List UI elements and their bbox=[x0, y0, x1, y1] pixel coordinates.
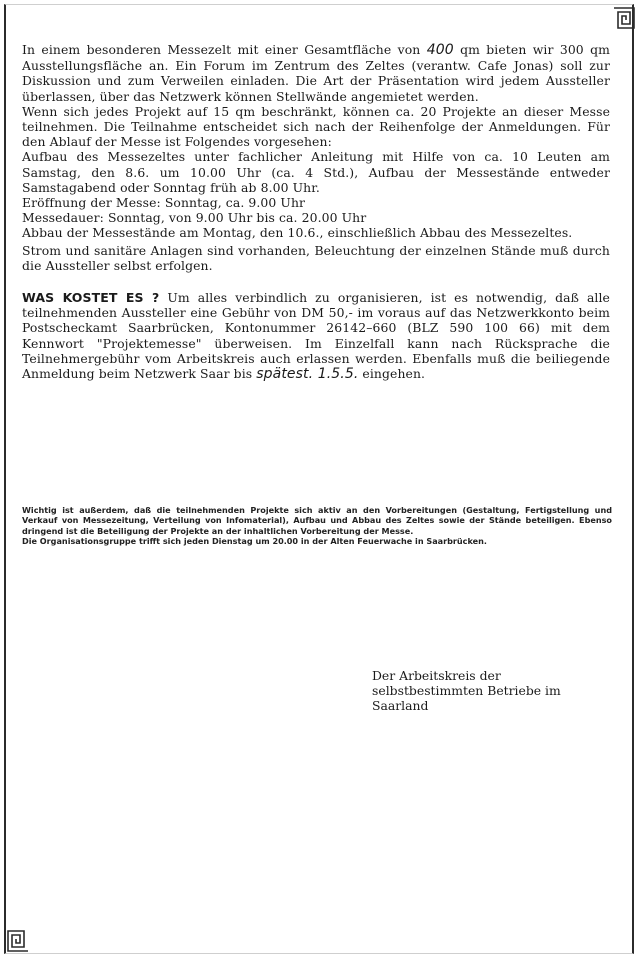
paragraph-opening: Eröffnung der Messe: Sonntag, ca. 9.00 Uhr bbox=[22, 195, 306, 211]
greek-key-ornament-icon bbox=[6, 929, 30, 953]
costs-heading: WAS KOSTET ES ? bbox=[22, 290, 160, 306]
spacer bbox=[22, 273, 610, 290]
handwritten-deadline: spätest. 1.5.5. bbox=[256, 366, 359, 383]
paragraph-participation: Wenn sich jedes Projekt auf 15 qm beschränkt, können ca. 20 Projekte an dieser Messe teilnehmen. Die Teilnahme entscheidet sich nach der Reihenfolge der Anmeldungen. Für den Ablauf der Messe ist Folgendes vorgesehen: bbox=[22, 103, 610, 150]
signature-block bbox=[372, 668, 612, 714]
greek-key-ornament-icon bbox=[612, 6, 636, 30]
paragraph-text: eingehen. bbox=[358, 366, 426, 382]
signature-line: Saarland bbox=[372, 698, 429, 714]
note-meeting: Die Organisationsgruppe trifft sich jeden Dienstag um 20.00 in der Alten Feuerwache in Saarbrücken. bbox=[22, 536, 487, 547]
signature-line: selbstbestimmten Betriebe im bbox=[372, 683, 561, 699]
paragraph-tent-setup: Aufbau des Messezeltes unter fachlicher Anleitung mit Hilfe von ca. 10 Leuten am Samstag, den 8.6. um 10.00 Uhr (ca. 4 Std.), Aufbau der Messestände entweder Samstagabend oder Sonntag früh ab 8.00 Uhr. bbox=[22, 149, 610, 195]
handwritten-area-value: 400 bbox=[426, 42, 454, 58]
paragraph-text: Um alles verbindlich zu organisieren, ist es notwendig, daß alle teilnehmenden Aussteller eine Gebühr von DM 50,- im voraus auf das Netzwerkkonto beim Postscheckamt Saarbrücken, Kontonummer 26142–660 (BLZ 590 100 66) mit dem Kennwort "Projektemesse" überweisen. Im Einzelfall kann nach Rücksprache die Teilnehmergebühr vom Arbeitskreis auch erlassen werden. Ebenfalls muß die beiliegende Anmeldung beim Netzwerk Saar bis bbox=[22, 290, 610, 382]
paragraph-text: qm bieten wir 300 qm Ausstellungsfläche an. Ein Forum im Zentrum des Zeltes (verantw. Cafe Jonas) soll zur Diskussion und zum Verweilen einladen. Die Art der Präsentation wird jedem Aussteller überlassen, über das Netzwerk können Stellwände angemietet werden. bbox=[22, 42, 610, 104]
signature-line: Der Arbeitskreis der bbox=[372, 668, 501, 683]
paragraph-dismantling: Abbau der Messestände am Montag, den 10.6., einschließlich Abbau des Messezeltes. bbox=[22, 225, 573, 241]
paragraph-exhibition-tent bbox=[22, 42, 610, 104]
paragraph-text: In einem besonderen Messezelt mit einer Gesamtfläche von bbox=[22, 42, 427, 57]
paragraph-costs bbox=[22, 290, 610, 382]
organisation-note bbox=[22, 505, 612, 547]
note-participation: Wichtig ist außerdem, daß die teilnehmenden Projekte sich aktiv an den Vorbereitungen (Gestaltung, Fertigstellung und Verkauf von Messezeitung, Verteilung von Infomaterial), Aufbau und Abbau des Zeltes sowie der Stände beteiligen. Ebenso dringend ist die Beteiligung der Projekte an der inhaltlichen Vorbereitung der Messe. bbox=[22, 505, 612, 536]
letter-body bbox=[22, 42, 610, 382]
paragraph-power-lighting: Strom und sanitäre Anlagen sind vorhanden, Beleuchtung der einzelnen Stände muß durch die Aussteller selbst erfolgen. bbox=[22, 242, 610, 273]
paragraph-duration: Messedauer: Sonntag, von 9.00 Uhr bis ca. 20.00 Uhr bbox=[22, 210, 367, 226]
